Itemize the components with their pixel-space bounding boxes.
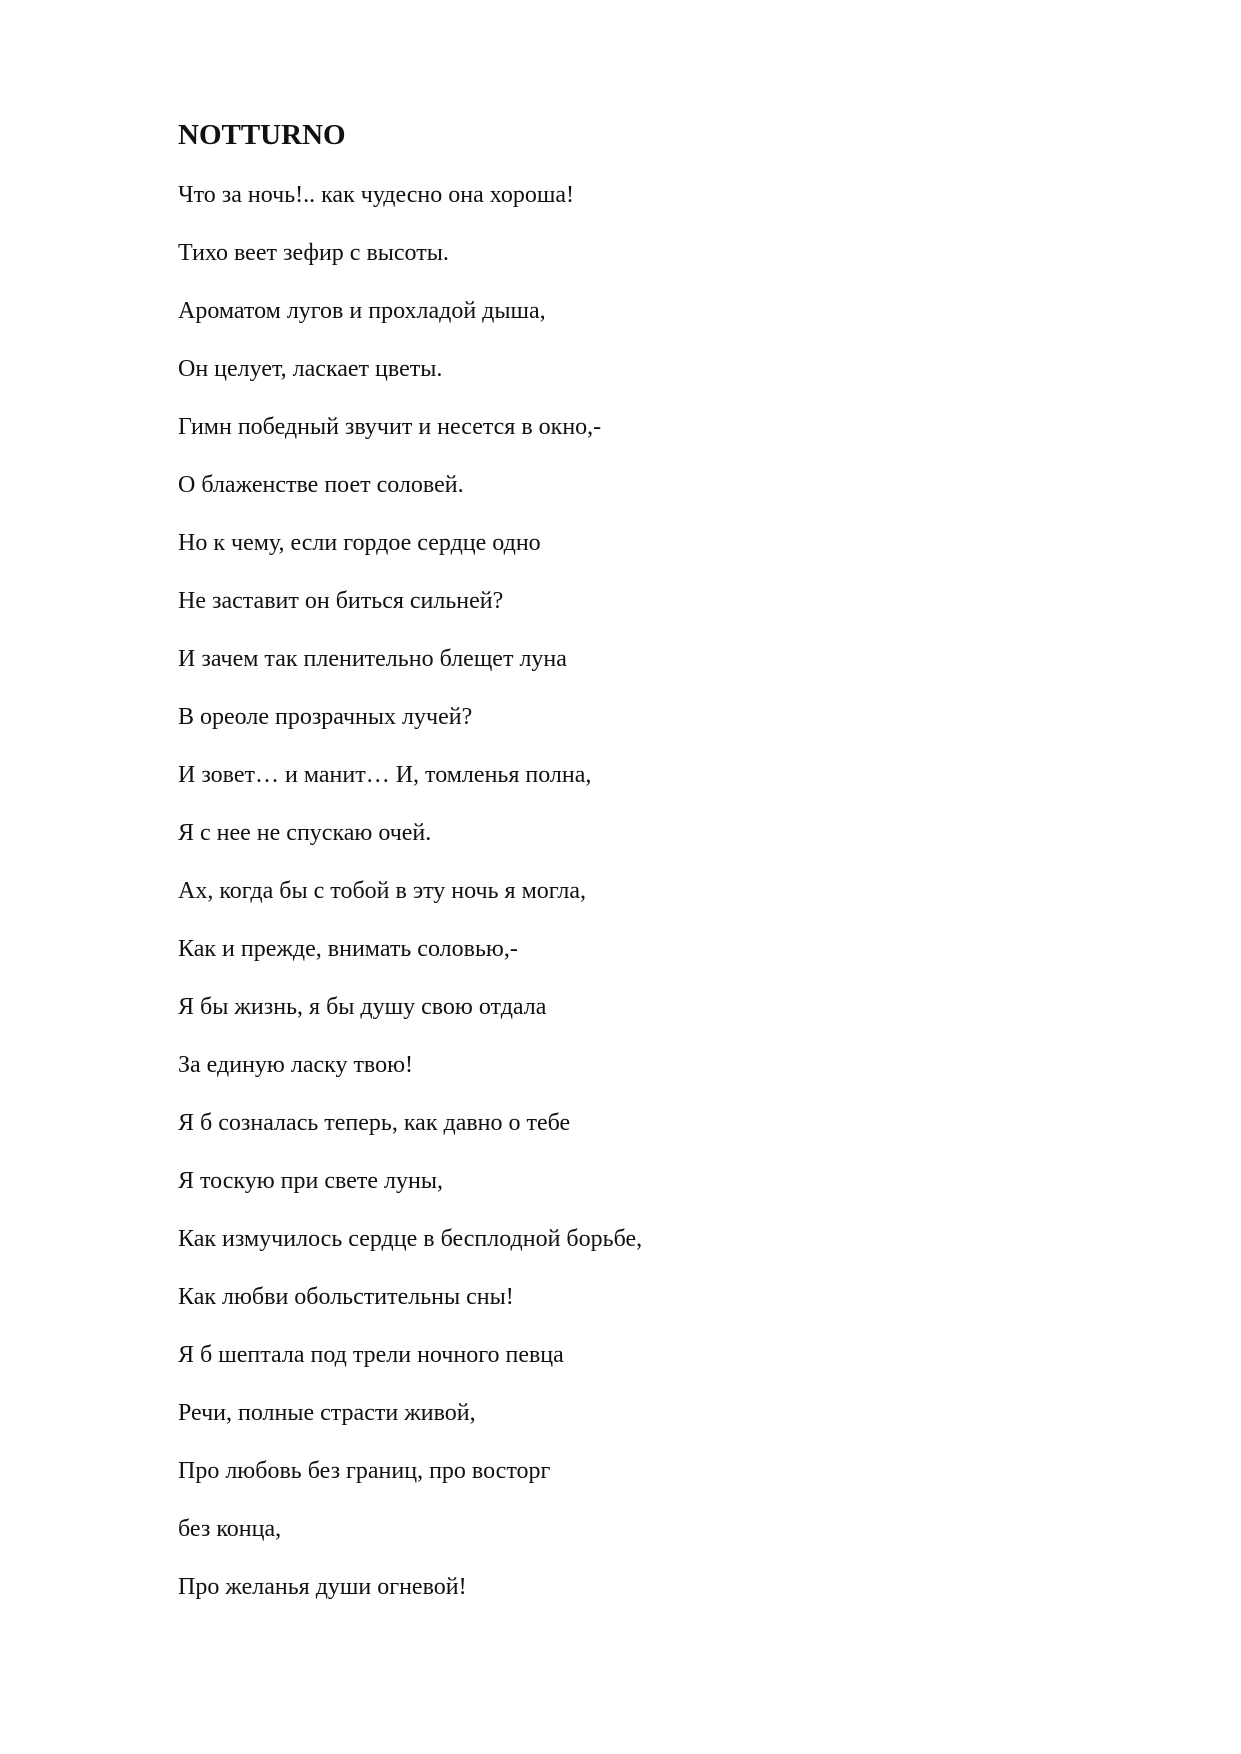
- poem-line: Ароматом лугов и прохладой дыша,: [178, 298, 546, 324]
- poem-title: NOTTURNO: [178, 119, 346, 151]
- poem-line: Как измучилось сердце в бесплодной борьбе,: [178, 1226, 643, 1252]
- poem-line: О блаженстве поет соловей.: [178, 472, 464, 498]
- poem-line: Про желанья души огневой!: [178, 1574, 467, 1600]
- poem-line: без конца,: [178, 1516, 282, 1542]
- poem-lines: [178, 177, 642, 1627]
- poem-line: В ореоле прозрачных лучей?: [178, 704, 473, 730]
- poem-line: За единую ласку твою!: [178, 1052, 414, 1078]
- poem-line: Про любовь без границ, про восторг: [178, 1458, 551, 1484]
- poem-line: Тихо веет зефир с высоты.: [178, 240, 449, 266]
- poem-line: И зачем так пленительно блещет луна: [178, 646, 567, 672]
- poem-line: Речи, полные страсти живой,: [178, 1400, 476, 1426]
- poem-line: Я б созналась теперь, как давно о тебе: [178, 1110, 571, 1136]
- poem-line: Я тоскую при свете луны,: [178, 1168, 443, 1194]
- poem-line: Ах, когда бы с тобой в эту ночь я могла,: [178, 878, 587, 904]
- poem-line: Что за ночь!.. как чудесно она хороша!: [178, 182, 574, 208]
- poem-line: И зовет… и манит… И, томленья полна,: [178, 762, 592, 788]
- poem-line: Я бы жизнь, я бы душу свою отдала: [178, 994, 547, 1020]
- poem-line: Гимн победный звучит и несется в окно,-: [178, 414, 602, 440]
- poem-line: Как любви обольстительны сны!: [178, 1284, 514, 1310]
- poem-line: Не заставит он биться сильней?: [178, 588, 504, 614]
- poem-line: Как и прежде, внимать соловью,-: [178, 936, 518, 962]
- poem-line: Но к чему, если гордое сердце одно: [178, 530, 541, 556]
- poem-line: Я с нее не спускаю очей.: [178, 820, 432, 846]
- poem-line: Я б шептала под трели ночного певца: [178, 1342, 564, 1368]
- poem-line: Он целует, ласкает цветы.: [178, 356, 443, 382]
